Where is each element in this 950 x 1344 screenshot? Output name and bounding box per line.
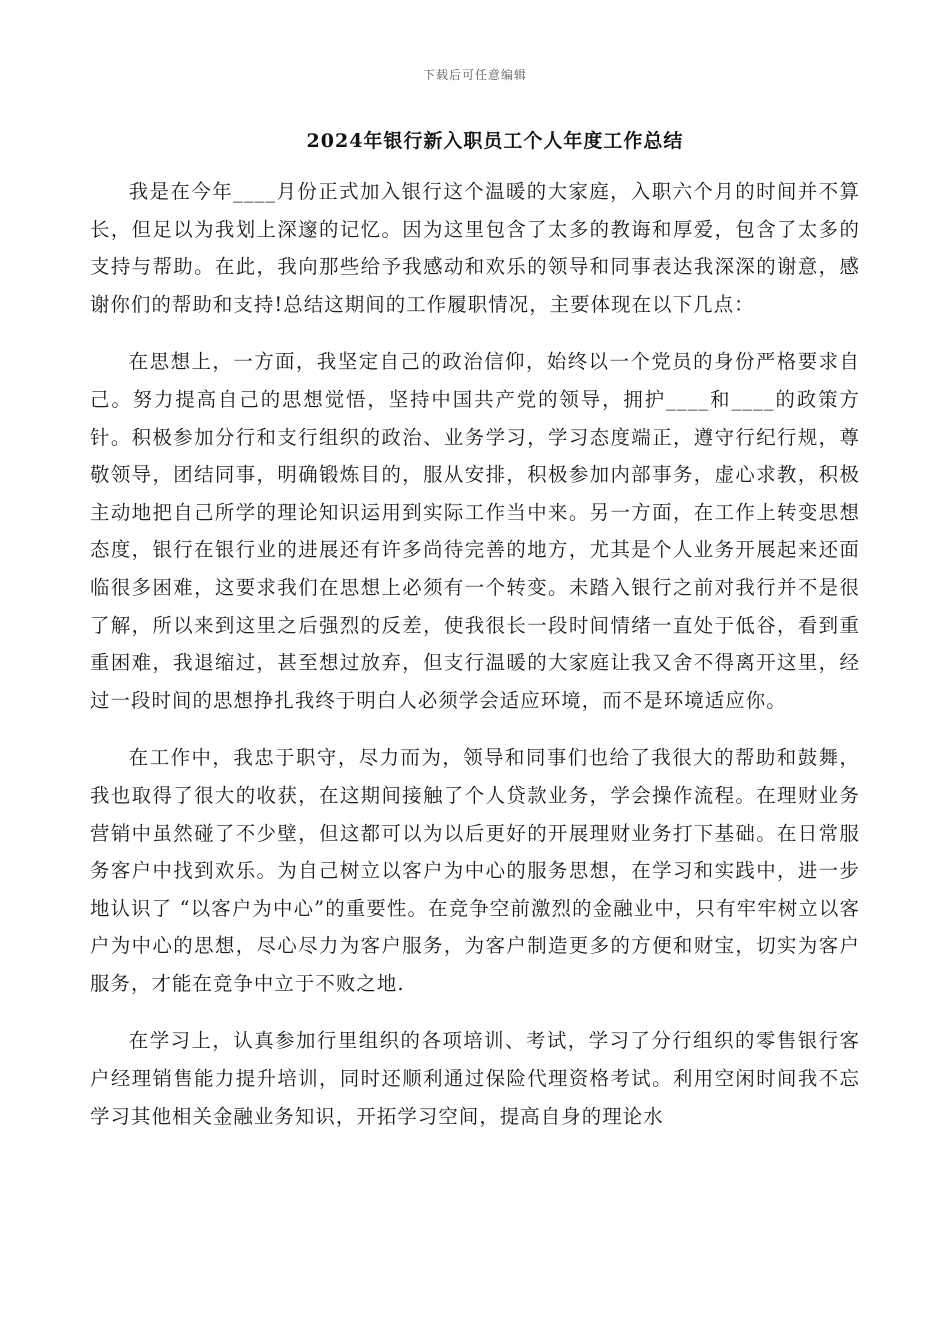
paragraph-study: 在学习上，认真参加行里组织的各项培训、考试，学习了分行组织的零售银行客户经理销售能力提升培训，同时还顺利通过保险代理资格考试。利用空闲时间我不忘学习其他相关金融业务知识，开拓学习空间，提高自身的理论水 [90,1029,860,1128]
document-body [90,173,860,1155]
paragraph-intro: 我是在今年____月份正式加入银行这个温暖的大家庭，入职六个月的时间并不算长，但足以为我划上深邃的记忆。因为这里包含了太多的教诲和厚爱，包含了太多的支持与帮助。在此，我向那些给予我感动和欢乐的领导和同事表达我深深的谢意，感谢你们的帮助和支持!总结这期间的工作履职情况，主要体现在以下几点： [90,180,860,316]
header-note: 下载后可任意编辑 [422,68,527,82]
paragraph-thought: 在思想上，一方面，我坚定自己的政治信仰，始终以一个党员的身份严格要求自己。努力提高自己的思想觉悟，坚持中国共产党的领导，拥护____和____的政策方针。积极参加分行和支行组织的政治、业务学习，学习态度端正，遵守行纪行规，尊敬领导，团结同事，明确锻炼目的，服从安排，积极参加内部事务，虚心求教，积极主动地把自己所学的理论知识运用到实际工作当中来。另一方面，在工作上转变思想态度，银行在银行业的进展还有许多尚待完善的地方，尤其是个人业务开展起来还面临很多困难，这要求我们在思想上必须有一个转变。未踏入银行之前对我行并不是很了解，所以来到这里之后强烈的反差，使我很长一段时间情绪一直处于低谷，看到重重困难，我退缩过，甚至想过放弃，但支行温暖的大家庭让我又舍不得离开这里，经过一段时间的思想挣扎我终于明白人必须学会适应环境，而不是环境适应你。 [90,350,860,712]
document-title: 2024年银行新入职员工个人年度工作总结 [306,130,684,152]
paragraph-work: 在工作中，我忠于职守，尽力而为，领导和同事们也给了我很大的帮助和鼓舞，我也取得了很大的收获，在这期间接触了个人贷款业务，学会操作流程。在理财业务营销中虽然碰了不少壁，但这都可以为以后更好的开展理财业务打下基础。在日常服务客户中找到欢乐。为自己树立以客户为中心的服务思想，在学习和实践中，进一步地认识了 “以客户为中心”的重要性。在竞争空前激烈的金融业中，只有牢牢树立以客户为中心的思想，尽心尽力为客户服务，为客户制造更多的方便和财宝，切实为客户服务，才能在竞争中立于不败之地. [90,746,860,995]
